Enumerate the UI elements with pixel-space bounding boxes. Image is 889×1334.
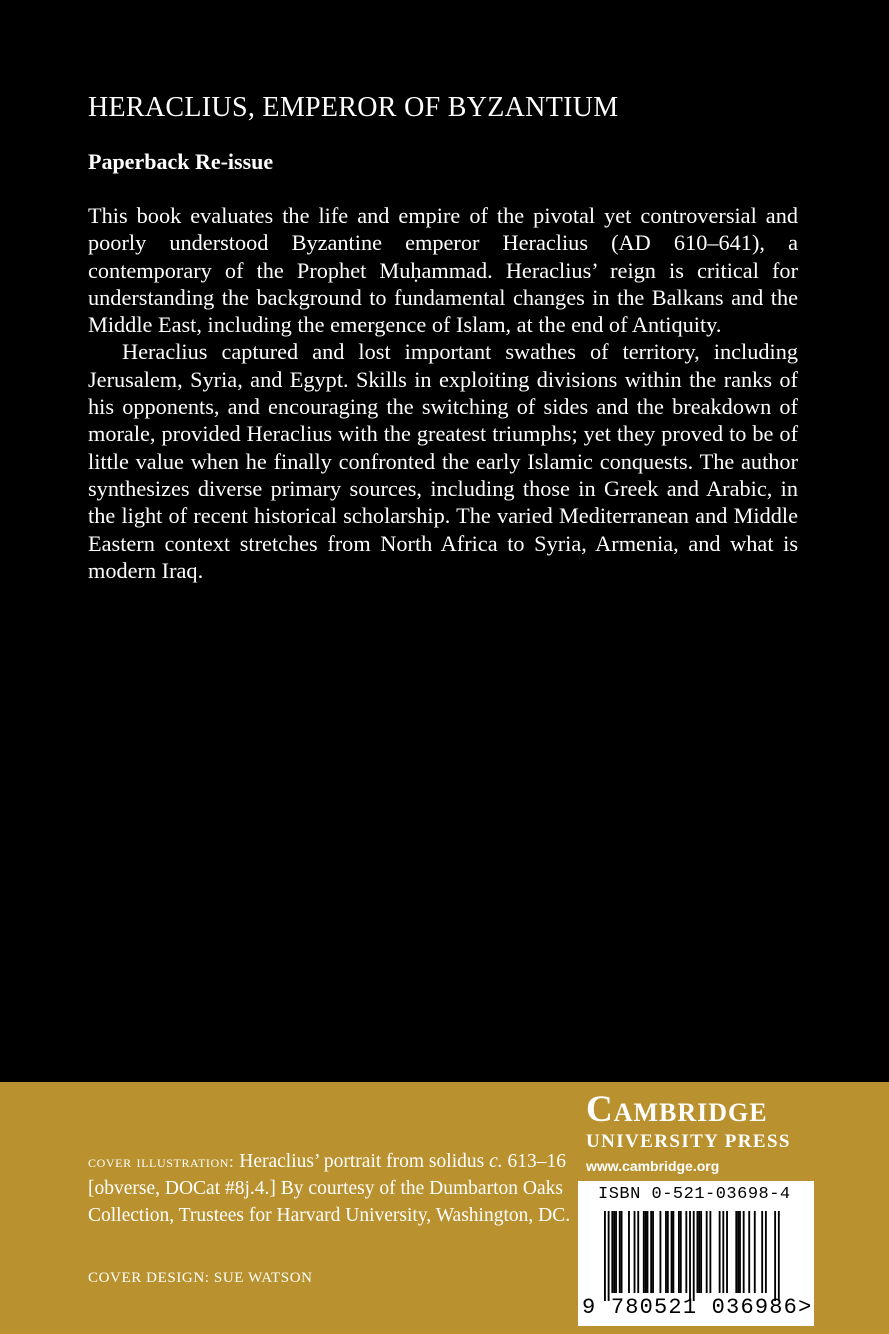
barcode-bar bbox=[765, 1211, 767, 1293]
ean-left-group: 780521 bbox=[610, 1295, 698, 1320]
barcode-bar bbox=[739, 1211, 741, 1293]
barcode-bar bbox=[680, 1211, 682, 1293]
barcode-bar bbox=[726, 1211, 728, 1293]
credit-circa: c. bbox=[489, 1151, 503, 1172]
barcode-bar bbox=[748, 1211, 750, 1293]
barcode-bar bbox=[706, 1211, 708, 1293]
barcode-bar bbox=[737, 1211, 739, 1293]
barcode-bar bbox=[672, 1211, 674, 1293]
barcode-bar bbox=[735, 1211, 737, 1293]
isbn-label: ISBN 0-521-03698-4 bbox=[598, 1185, 791, 1204]
barcode-bar bbox=[619, 1211, 621, 1293]
barcode bbox=[578, 1181, 814, 1326]
barcode-bar bbox=[754, 1211, 756, 1293]
barcode-bar bbox=[615, 1211, 617, 1293]
barcode-bar bbox=[667, 1211, 669, 1293]
book-description bbox=[88, 202, 798, 584]
credit-label: cover illustration: bbox=[88, 1152, 235, 1171]
barcode-bar bbox=[678, 1211, 680, 1293]
footer-band bbox=[0, 1082, 889, 1334]
barcode-bar bbox=[665, 1211, 667, 1293]
edition-label: Paperback Re-issue bbox=[88, 149, 274, 174]
barcode-bar bbox=[608, 1211, 610, 1301]
ean-number bbox=[582, 1295, 813, 1320]
publisher-name: Cambridge bbox=[586, 1089, 768, 1130]
barcode-bar bbox=[743, 1211, 745, 1293]
barcode-bar bbox=[643, 1211, 645, 1293]
barcode-bar bbox=[650, 1211, 652, 1293]
barcode-bar bbox=[697, 1211, 699, 1293]
cover-design-credit: COVER DESIGN: SUE WATSON bbox=[88, 1270, 313, 1286]
credit-text-1: Heraclius’ portrait from solidus bbox=[234, 1151, 490, 1172]
publisher-url: www.cambridge.org bbox=[586, 1158, 720, 1174]
barcode-bar bbox=[637, 1211, 639, 1293]
barcode-bar bbox=[719, 1211, 721, 1293]
barcode-bar bbox=[660, 1211, 662, 1293]
ean-right-group: 036986 bbox=[711, 1295, 799, 1320]
publisher-subname: UNIVERSITY PRESS bbox=[586, 1131, 791, 1152]
barcode-bar bbox=[621, 1211, 623, 1293]
credit-text-2: 613–16 [obverse, DOCat #8j.4.] By courtesy of the Dumbarton Oaks Collection, Trustees for Harvard University, Washington, DC. bbox=[88, 1151, 571, 1226]
description-paragraph-1: This book evaluates the life and empire of the pivotal yet controversial and poorly understood Byzantine emperor Heraclius (AD 610–641), a contemporary of the Prophet Muḥammad. Heraclius’ reign is critical for understanding the background to fundamental changes in the Balkans and the Middle East, including the emergence of Islam, at the end of Antiquity. bbox=[88, 203, 798, 338]
publisher-logo bbox=[586, 1090, 816, 1174]
barcode-bar bbox=[774, 1211, 776, 1301]
cover-illustration-credit bbox=[88, 1148, 578, 1229]
barcode-bar bbox=[709, 1211, 711, 1293]
barcode-bar bbox=[671, 1211, 673, 1293]
barcode-bar bbox=[652, 1211, 654, 1293]
barcode-bar bbox=[689, 1211, 691, 1301]
barcode-bar bbox=[778, 1211, 780, 1301]
book-title: HERACLIUS, EMPEROR OF BYZANTIUM bbox=[88, 92, 619, 123]
barcode-bar bbox=[647, 1211, 649, 1293]
barcode-bar bbox=[613, 1211, 615, 1293]
barcode-bar bbox=[698, 1211, 700, 1293]
barcode-bar bbox=[700, 1211, 702, 1293]
barcode-bar bbox=[645, 1211, 647, 1293]
barcode-bar bbox=[628, 1211, 630, 1293]
barcode-bar bbox=[761, 1211, 763, 1293]
barcode-bar bbox=[634, 1211, 636, 1293]
description-paragraph-2: Heraclius captured and lost important swathes of territory, including Jerusalem, Syria, and Egypt. Skills in exploiting divisions within the ranks of his opponents, and encouraging the switching of sides and the breakdown of morale, provided Heraclius with the greatest triumphs; yet they proved to be of little value when he finally confronted the early Islamic conquests. The author synthesizes diverse primary sources, including those in Greek and Arabic, in the light of recent historical scholarship. The varied Mediterranean and Middle Eastern context stretches from North Africa to Syria, Armenia, and what is modern Iraq. bbox=[88, 339, 798, 583]
ean-first-digit: 9 bbox=[582, 1295, 597, 1320]
barcode-bar bbox=[685, 1211, 687, 1293]
ean-arrow: > bbox=[798, 1295, 813, 1320]
barcode-bar bbox=[604, 1211, 606, 1301]
barcode-bar bbox=[722, 1211, 724, 1293]
barcode-bar bbox=[693, 1211, 695, 1301]
barcode-bar bbox=[611, 1211, 613, 1293]
